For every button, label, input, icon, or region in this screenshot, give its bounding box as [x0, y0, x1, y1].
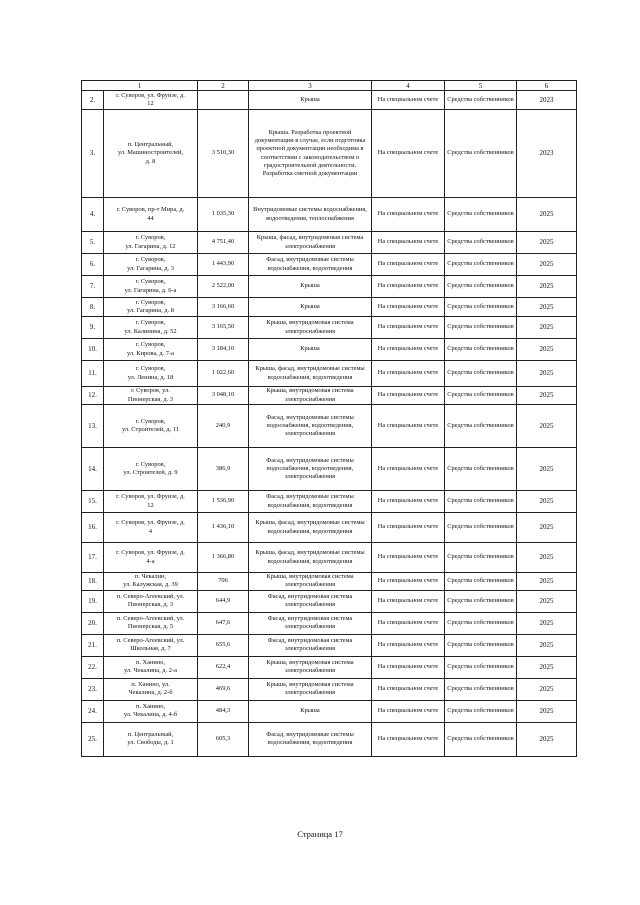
table-row [82, 110, 577, 198]
row-address: п. Северо-Агеевский, ул. Пионерская, д. 5 [104, 612, 198, 634]
row-funding-source: Средства собственников [445, 232, 517, 254]
row-funding-source: Средства собственников [445, 634, 517, 656]
row-area: 706 [198, 573, 249, 591]
row-year: 2025 [517, 678, 577, 700]
row-number: 9. [82, 317, 104, 339]
row-funding-source: Средства собственников [445, 317, 517, 339]
row-number: 2. [82, 91, 104, 110]
row-account-type: На специальном счете [372, 491, 445, 513]
row-account-type: На специальном счете [372, 387, 445, 405]
row-year: 2025 [517, 298, 577, 317]
table-row [82, 656, 577, 678]
row-account-type: На специальном счете [372, 656, 445, 678]
row-funding-source: Средства собственников [445, 298, 517, 317]
row-account-type: На специальном счете [372, 573, 445, 591]
row-address: г. Суворов, ул. Фрунзе, д. 4 [104, 513, 198, 543]
row-number: 11. [82, 361, 104, 387]
column-number-6: 6 [517, 81, 577, 91]
column-number-5: 5 [445, 81, 517, 91]
row-year: 2025 [517, 254, 577, 276]
row-year: 2023 [517, 91, 577, 110]
row-account-type: На специальном счете [372, 276, 445, 298]
table-row [82, 612, 577, 634]
row-works: Крыша, фасад, внутридомовые системы водоснабжения, водоотведения [249, 513, 372, 543]
row-area: 3 165,50 [198, 317, 249, 339]
row-number: 19. [82, 590, 104, 612]
row-account-type: На специальном счете [372, 612, 445, 634]
row-works: Фасад, внутридомовая система электроснабжения [249, 590, 372, 612]
row-funding-source: Средства собственников [445, 110, 517, 198]
capital-repair-table [81, 80, 577, 757]
row-works: Крыша, фасад, внутридомовые системы водоснабжения, водоотведения [249, 361, 372, 387]
row-address: г. Суворов, ул. Фрунзе, д. 12 [104, 491, 198, 513]
row-works: Фасад, внутридомовая система электроснабжения [249, 612, 372, 634]
row-area: 1 536,90 [198, 491, 249, 513]
row-account-type: На специальном счете [372, 700, 445, 722]
row-funding-source: Средства собственников [445, 656, 517, 678]
row-address: п. Чекалин, ул. Калужская, д. 39 [104, 573, 198, 591]
row-funding-source: Средства собственников [445, 722, 517, 756]
row-number: 14. [82, 448, 104, 491]
row-account-type: На специальном счете [372, 634, 445, 656]
row-account-type: На специальном счете [372, 91, 445, 110]
row-account-type: На специальном счете [372, 678, 445, 700]
row-address: п. Центральный, ул. Свободы, д. 1 [104, 722, 198, 756]
row-area: 3 510,30 [198, 110, 249, 198]
table-row [82, 387, 577, 405]
row-works: Крыша [249, 339, 372, 361]
table-row [82, 298, 577, 317]
table-row [82, 491, 577, 513]
row-year: 2025 [517, 405, 577, 448]
row-address: п. Ханино, ул. Чекалина, д. 2-б [104, 678, 198, 700]
row-number: 25. [82, 722, 104, 756]
row-area: 240,9 [198, 405, 249, 448]
row-year: 2025 [517, 573, 577, 591]
row-account-type: На специальном счете [372, 590, 445, 612]
table-row [82, 317, 577, 339]
row-works: Внутридомовые системы водоснабжения, водоотведения, теплоснабжения [249, 198, 372, 232]
row-address: г. Суворов, ул. Гагарина, д. 8 [104, 298, 198, 317]
page-number: Страница 17 [297, 829, 343, 839]
row-year: 2023 [517, 110, 577, 198]
row-year: 2025 [517, 700, 577, 722]
row-area: 655,6 [198, 634, 249, 656]
row-area: 644,9 [198, 590, 249, 612]
row-address: г. Суворов, ул. Ленина, д. 18 [104, 361, 198, 387]
row-area: 3 166,60 [198, 298, 249, 317]
row-year: 2025 [517, 276, 577, 298]
row-number: 21. [82, 634, 104, 656]
row-funding-source: Средства собственников [445, 361, 517, 387]
row-year: 2025 [517, 634, 577, 656]
row-area: 647,6 [198, 612, 249, 634]
row-address: п. Ханино, ул. Чекалина, д. 2-а [104, 656, 198, 678]
row-works: Крыша, внутридомовая система электроснабжения [249, 387, 372, 405]
table-row [82, 590, 577, 612]
row-funding-source: Средства собственников [445, 448, 517, 491]
row-account-type: На специальном счете [372, 317, 445, 339]
row-funding-source: Средства собственников [445, 405, 517, 448]
row-works: Крыша, фасад, внутридомовые системы водоснабжения, водоотведения [249, 543, 372, 573]
column-number-row [82, 81, 577, 91]
row-works: Крыша. Разработка проектной документации в случае, если подготовка проектной документации необходима в соответствии с законодательством о градостроительной деятельности. Разработка сметной документации [249, 110, 372, 198]
row-account-type: На специальном счете [372, 298, 445, 317]
row-account-type: На специальном счете [372, 448, 445, 491]
row-funding-source: Средства собственников [445, 491, 517, 513]
row-account-type: На специальном счете [372, 722, 445, 756]
row-number: 15. [82, 491, 104, 513]
row-number: 10. [82, 339, 104, 361]
row-funding-source: Средства собственников [445, 198, 517, 232]
row-works: Крыша [249, 91, 372, 110]
table-row [82, 339, 577, 361]
row-address: г. Суворов, ул. Гагарина, д. 12 [104, 232, 198, 254]
row-area: 1 366,80 [198, 543, 249, 573]
row-account-type: На специальном счете [372, 339, 445, 361]
table-row [82, 254, 577, 276]
row-area: 484,3 [198, 700, 249, 722]
row-works: Фасад, внутридомовые системы водоснабжения, водоотведения, электроснабжения [249, 448, 372, 491]
row-number: 13. [82, 405, 104, 448]
row-year: 2025 [517, 722, 577, 756]
row-year: 2025 [517, 361, 577, 387]
row-works: Крыша [249, 298, 372, 317]
row-account-type: На специальном счете [372, 543, 445, 573]
row-account-type: На специальном счете [372, 513, 445, 543]
row-account-type: На специальном счете [372, 361, 445, 387]
row-year: 2025 [517, 387, 577, 405]
row-number: 22. [82, 656, 104, 678]
row-account-type: На специальном счете [372, 198, 445, 232]
row-works: Фасад, внутридомовые системы водоснабжения, водоотведения [249, 254, 372, 276]
row-area: 622,4 [198, 656, 249, 678]
row-address: п. Ханино, ул. Чекалина, д. 4-б [104, 700, 198, 722]
row-area: 3 048,10 [198, 387, 249, 405]
column-number-4: 4 [372, 81, 445, 91]
table-row [82, 361, 577, 387]
row-year: 2025 [517, 590, 577, 612]
row-address: г. Суворов, ул. Фрунзе, д. 4-а [104, 543, 198, 573]
row-year: 2025 [517, 198, 577, 232]
row-works: Крыша, фасад, внутридомовая система электроснабжения [249, 232, 372, 254]
row-funding-source: Средства собственников [445, 543, 517, 573]
row-area: 4 751,40 [198, 232, 249, 254]
row-works: Фасад, внутридомовые системы водоснабжения, водоотведения [249, 491, 372, 513]
row-number: 20. [82, 612, 104, 634]
table-row [82, 91, 577, 110]
row-area: 386,9 [198, 448, 249, 491]
row-address: г. Суворов, ул. Строителей, д. 9 [104, 448, 198, 491]
row-number: 16. [82, 513, 104, 543]
row-works: Крыша [249, 700, 372, 722]
row-works: Крыша [249, 276, 372, 298]
column-number-2: 2 [198, 81, 249, 91]
table-row [82, 700, 577, 722]
row-area: 2 522,00 [198, 276, 249, 298]
row-number: 24. [82, 700, 104, 722]
row-address: г. Суворов, ул. Строителей, д. 11 [104, 405, 198, 448]
row-funding-source: Средства собственников [445, 513, 517, 543]
row-funding-source: Средства собственников [445, 276, 517, 298]
row-funding-source: Средства собственников [445, 590, 517, 612]
table-row [82, 722, 577, 756]
row-area: 1 436,10 [198, 513, 249, 543]
row-address: г. Суворов, ул. Фрунзе, д. 12 [104, 91, 198, 110]
row-number: 4. [82, 198, 104, 232]
row-address: п. Северо-Агеевский, ул. Школьная, д. 7 [104, 634, 198, 656]
row-area [198, 91, 249, 110]
row-works: Крыша, внутридомовая система электроснабжения [249, 573, 372, 591]
row-number: 23. [82, 678, 104, 700]
table-row [82, 448, 577, 491]
row-year: 2025 [517, 232, 577, 254]
row-area: 1 443,90 [198, 254, 249, 276]
row-address: п. Центральный, ул. Машиностроителей, д. 8 [104, 110, 198, 198]
row-works: Крыша, внутридомовая система электроснабжения [249, 656, 372, 678]
row-year: 2025 [517, 612, 577, 634]
row-year: 2025 [517, 339, 577, 361]
row-address: г. Суворов, ул. Пионерская, д. 3 [104, 387, 198, 405]
row-address: п. Северо-Агеевский, ул. Пионерская, д. 3 [104, 590, 198, 612]
row-year: 2025 [517, 317, 577, 339]
row-works: Фасад, внутридомовые системы водоснабжения, водоотведения [249, 722, 372, 756]
row-year: 2025 [517, 448, 577, 491]
row-account-type: На специальном счете [372, 254, 445, 276]
row-area: 1 022,60 [198, 361, 249, 387]
program-table-sheet [81, 80, 576, 757]
column-number-3: 3 [249, 81, 372, 91]
row-funding-source: Средства собственников [445, 254, 517, 276]
row-funding-source: Средства собственников [445, 573, 517, 591]
row-area: 3 184,10 [198, 339, 249, 361]
column-number-1: 1 [82, 81, 198, 91]
row-area: 1 035,30 [198, 198, 249, 232]
row-number: 18. [82, 573, 104, 591]
table-row [82, 276, 577, 298]
row-number: 17. [82, 543, 104, 573]
row-works: Фасад, внутридомовая система электроснабжения [249, 634, 372, 656]
row-address: г. Суворов, ул. Калинина, д. 52 [104, 317, 198, 339]
row-funding-source: Средства собственников [445, 700, 517, 722]
row-number: 3. [82, 110, 104, 198]
table-row [82, 634, 577, 656]
row-area: 605,3 [198, 722, 249, 756]
row-address: г. Суворов, ул. Кирова, д. 7-а [104, 339, 198, 361]
row-address: г. Суворов, пр-т Мира, д. 44 [104, 198, 198, 232]
row-account-type: На специальном счете [372, 405, 445, 448]
row-number: 5. [82, 232, 104, 254]
row-number: 8. [82, 298, 104, 317]
row-number: 7. [82, 276, 104, 298]
row-funding-source: Средства собственников [445, 387, 517, 405]
row-funding-source: Средства собственников [445, 339, 517, 361]
table-body [82, 81, 577, 757]
row-area: 469,6 [198, 678, 249, 700]
row-number: 6. [82, 254, 104, 276]
row-address: г. Суворов, ул. Гагарина, д. 3 [104, 254, 198, 276]
table-row [82, 198, 577, 232]
row-address: г. Суворов, ул. Гагарина, д. 6-а [104, 276, 198, 298]
row-account-type: На специальном счете [372, 232, 445, 254]
table-row [82, 405, 577, 448]
row-funding-source: Средства собственников [445, 678, 517, 700]
row-works: Крыша, внутридомовая система электроснабжения [249, 317, 372, 339]
table-row [82, 678, 577, 700]
table-row [82, 232, 577, 254]
table-row [82, 543, 577, 573]
row-year: 2025 [517, 656, 577, 678]
row-year: 2025 [517, 491, 577, 513]
table-row [82, 573, 577, 591]
row-funding-source: Средства собственников [445, 91, 517, 110]
row-year: 2025 [517, 543, 577, 573]
table-row [82, 513, 577, 543]
row-funding-source: Средства собственников [445, 612, 517, 634]
row-account-type: На специальном счете [372, 110, 445, 198]
row-number: 12. [82, 387, 104, 405]
row-year: 2025 [517, 513, 577, 543]
row-works: Фасад, внутридомовые системы водоснабжения, водоотведения, электроснабжения [249, 405, 372, 448]
row-works: Крыша, внутридомовая система электроснабжения [249, 678, 372, 700]
